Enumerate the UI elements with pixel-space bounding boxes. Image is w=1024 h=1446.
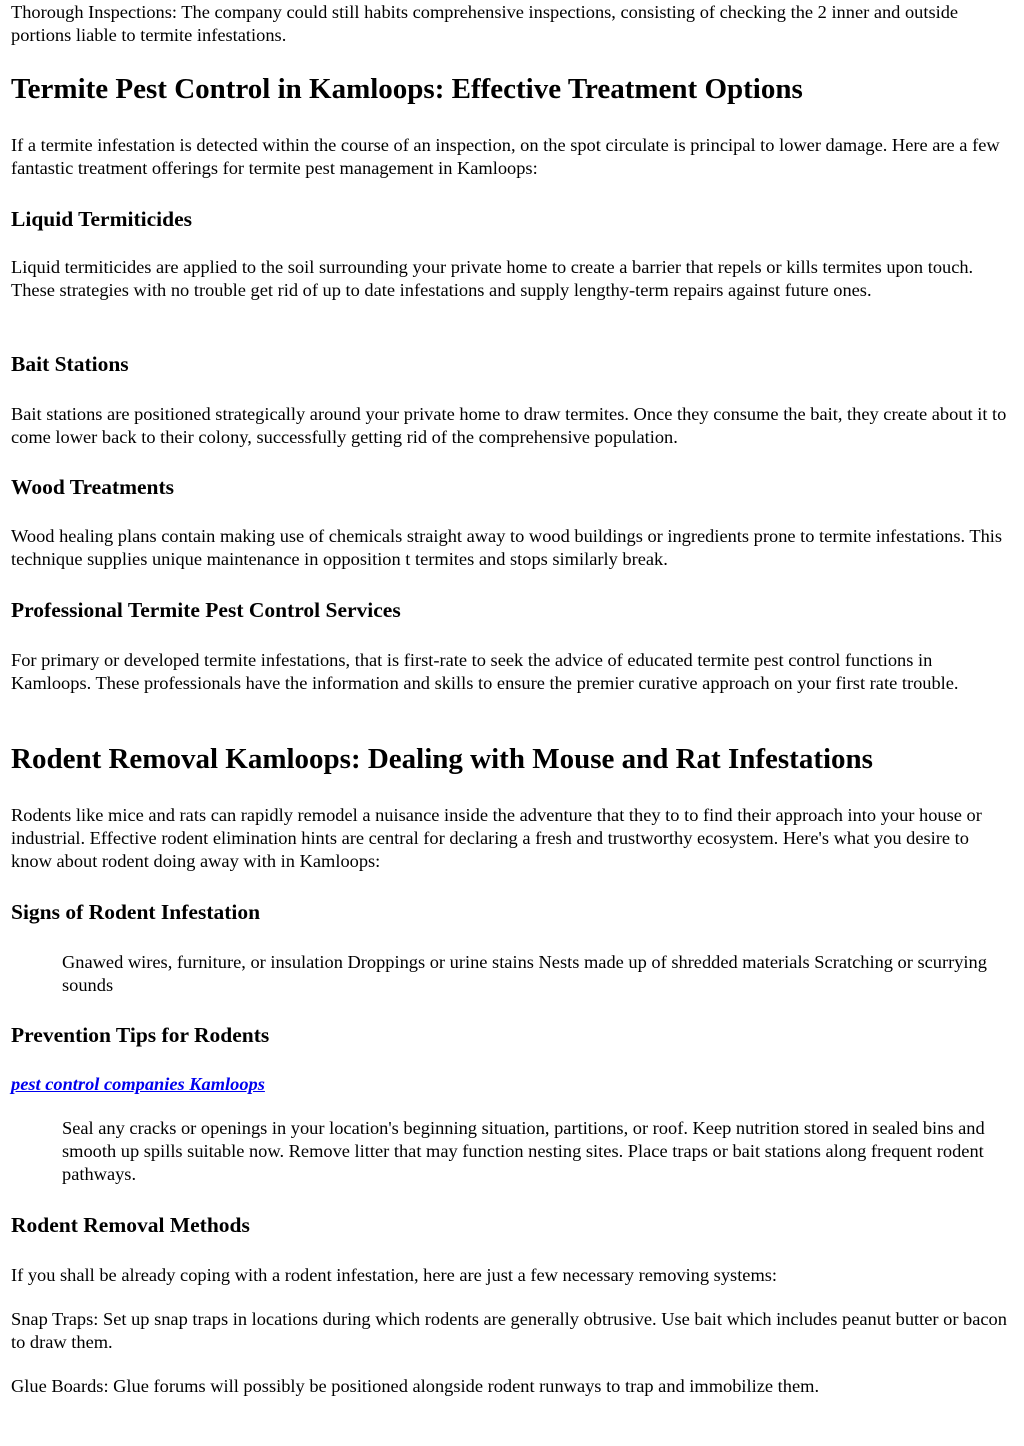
bait-stations-heading: Bait Stations	[11, 352, 129, 376]
prevention-heading: Prevention Tips for Rodents	[11, 1023, 270, 1047]
termite-intro-paragraph: If a termite infestation is detected within the course of an inspection, on the spot circulate is principal to lower damage. Here are a few fantastic treatment offerings for termite pest management in Kamloops:	[11, 135, 1000, 178]
pest-control-companies-link[interactable]: pest control companies Kamloops	[11, 1074, 265, 1094]
removal-methods-intro: If you shall be already coping with a rodent infestation, here are just a few necessary removing systems:	[11, 1265, 778, 1285]
prevention-link-wrapper	[11, 1073, 1013, 1096]
signs-quote: Gnawed wires, furniture, or insulation Droppings or urine stains Nests made up of shredded materials Scratching or scurrying sounds	[62, 952, 987, 995]
removal-methods-heading: Rodent Removal Methods	[11, 1213, 250, 1237]
rodent-heading: Rodent Removal Kamloops: Dealing with Mouse and Rat Infestations	[11, 743, 873, 775]
snap-traps-paragraph: Snap Traps: Set up snap traps in locations during which rodents are generally obtrusive. Use bait which includes peanut butter or bacon to draw them.	[11, 1309, 1007, 1352]
professional-services-paragraph: For primary or developed termite infestations, that is first-rate to seek the advice of educated termite pest control functions in Kamloops. These professionals have the information and skills to ensure the premier curative approach on your first rate trouble.	[11, 650, 959, 693]
prevention-quote: Seal any cracks or openings in your location's beginning situation, partitions, or roof. Keep nutrition stored in sealed bins and smooth up spills suitable now. Remove litter that may function nesting sites. Place traps or bait stations along frequent rodent pathways.	[62, 1118, 985, 1184]
glue-boards-paragraph: Glue Boards: Glue forums will possibly be positioned alongside rodent runways to trap and immobilize them.	[11, 1376, 820, 1396]
termite-heading: Termite Pest Control in Kamloops: Effective Treatment Options	[11, 73, 803, 105]
liquid-termiticides-heading: Liquid Termiticides	[11, 207, 192, 231]
intro-paragraph: Thorough Inspections: The company could still habits comprehensive inspections, consisting of checking the 2 inner and outside portions liable to termite infestations.	[11, 2, 959, 45]
rodent-intro-paragraph: Rodents like mice and rats can rapidly remodel a nuisance inside the adventure that they to to find their approach into your house or industrial. Effective rodent elimination hints are central for declaring a fresh and trustworthy ecosystem. Here's what you desire to know about rodent doing away with in Kamloops:	[11, 805, 982, 871]
wood-treatments-paragraph: Wood healing plans contain making use of chemicals straight away to wood buildings or ingredients prone to termite infestations. This technique supplies unique maintenance in opposition t termites and stops similarly break.	[11, 526, 1003, 569]
signs-heading: Signs of Rodent Infestation	[11, 900, 261, 924]
bait-stations-paragraph: Bait stations are positioned strategically around your private home to draw termites. Once they consume the bait, they create about it to come lower back to their colony, successfully getting rid of the comprehensive population.	[11, 404, 1007, 447]
wood-treatments-heading: Wood Treatments	[11, 475, 175, 499]
professional-services-heading: Professional Termite Pest Control Services	[11, 598, 401, 622]
liquid-termiticides-paragraph: Liquid termiticides are applied to the soil surrounding your private home to create a barrier that repels or kills termites upon touch. These strategies with no trouble get rid of up to date infestations and supply lengthy-term repairs against future ones.	[11, 257, 974, 300]
